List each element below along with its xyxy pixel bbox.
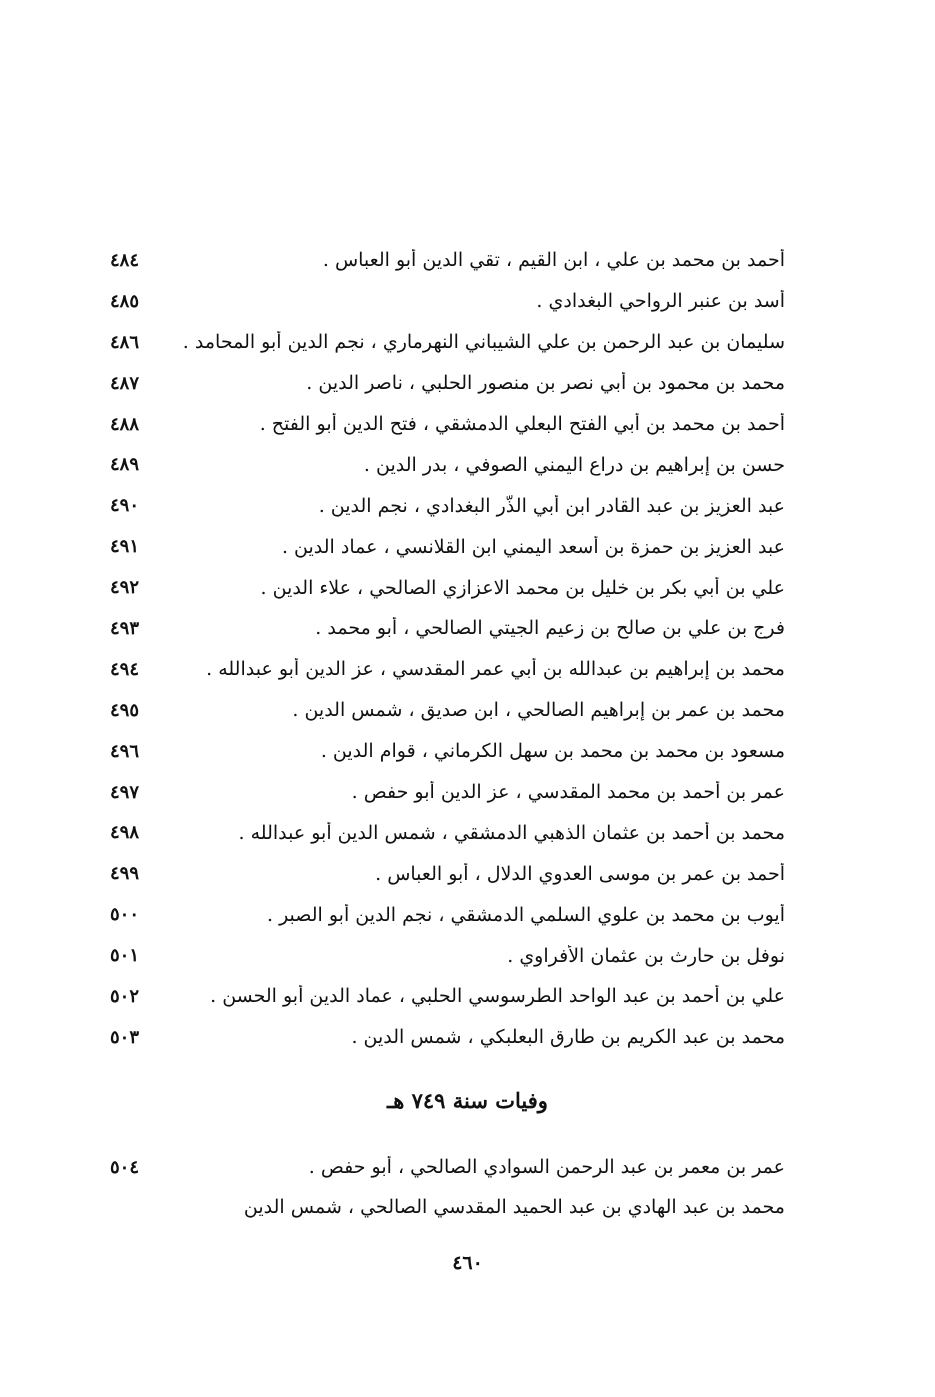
index-entry xyxy=(110,649,785,690)
index-entry xyxy=(110,690,785,731)
entry-page-number: ٤٩٤ xyxy=(110,658,140,680)
index-entry xyxy=(110,1017,785,1058)
index-entry xyxy=(110,772,785,813)
entry-name: محمد بن عبد الهادي بن عبد الحميد المقدسي الصالحي ، شمس الدين xyxy=(243,1196,785,1218)
entry-name: محمد بن إبراهيم بن عبدالله بن أبي عمر المقدسي ، عز الدين أبو عبدالله . xyxy=(206,658,785,681)
index-list xyxy=(110,240,785,1058)
entry-page-number: ٥٠٠ xyxy=(110,904,140,926)
entry-name: عبد العزيز بن عبد القادر ابن أبي الذّر البغدادي ، نجم الدين . xyxy=(318,494,785,517)
index-entry xyxy=(110,853,785,894)
entry-page-number: ٤٨٩ xyxy=(110,454,140,476)
entry-name: فرج بن علي بن صالح بن زعيم الجيتي الصالحي ، أبو محمد . xyxy=(315,617,785,640)
index-entry xyxy=(110,526,785,567)
page-number: ٤٦٠ xyxy=(452,1252,483,1274)
index-entry xyxy=(110,608,785,649)
entry-page-number: ٤٩٥ xyxy=(110,699,140,721)
entry-page-number: ٤٨٤ xyxy=(110,249,140,271)
index-entry xyxy=(110,322,785,363)
entry-name: محمد بن محمود بن أبي نصر بن منصور الحلبي ، ناصر الدين . xyxy=(306,372,785,395)
entry-page-number: ٤٨٦ xyxy=(110,331,140,353)
index-entry xyxy=(110,1147,785,1187)
index-entry xyxy=(110,812,785,853)
index-entry xyxy=(110,1187,785,1227)
index-entry xyxy=(110,240,785,281)
entry-name: أحمد بن محمد بن أبي الفتح البعلي الدمشقي ، فتح الدين أبو الفتح . xyxy=(259,413,785,435)
index-entry xyxy=(110,567,785,608)
entry-name: أحمد بن محمد بن علي ، ابن القيم ، تقي الدين أبو العباس . xyxy=(322,249,785,272)
index-entry xyxy=(110,976,785,1017)
index-entry xyxy=(110,281,785,322)
index-entry xyxy=(110,935,785,976)
index-entry xyxy=(110,485,785,526)
index-entry xyxy=(110,444,785,485)
index-entry xyxy=(110,894,785,935)
entry-name: محمد بن أحمد بن عثمان الذهبي الدمشقي ، شمس الدين أبو عبدالله . xyxy=(238,821,785,844)
entry-page-number: ٤٩٧ xyxy=(110,781,140,803)
index-entry xyxy=(110,363,785,404)
entry-page-number: ٤٨٧ xyxy=(110,372,140,394)
entry-name: أحمد بن عمر بن موسى العدوي الدلال ، أبو العباس . xyxy=(375,862,785,885)
entry-name: محمد بن عبد الكريم بن طارق البعلبكي ، شمس الدين . xyxy=(351,1026,785,1049)
index-entry xyxy=(110,731,785,772)
entry-name: حسن بن إبراهيم بن دراع اليمني الصوفي ، بدر الدين . xyxy=(363,453,785,476)
entry-page-number: ٤٩٨ xyxy=(110,822,140,844)
entry-page-number: ٤٨٨ xyxy=(110,413,140,435)
entry-name: سليمان بن عبد الرحمن بن علي الشيباني النهرماري ، نجم الدين أبو المحامد . xyxy=(182,331,785,354)
entry-page-number: ٥٠٣ xyxy=(110,1026,140,1048)
entry-name: محمد بن عمر بن إبراهيم الصالحي ، ابن صديق ، شمس الدين . xyxy=(292,699,785,722)
entry-name: عمر بن أحمد بن محمد المقدسي ، عز الدين أبو حفص . xyxy=(351,781,785,804)
entry-page-number: ٥٠٢ xyxy=(110,985,140,1007)
entry-name: مسعود بن محمد بن محمد بن سهل الكرماني ، قوام الدين . xyxy=(320,740,785,763)
entry-name: علي بن أبي بكر بن خليل بن محمد الاعزازي الصالحي ، علاء الدين . xyxy=(260,576,785,599)
entry-page-number: ٤٩٢ xyxy=(110,577,140,599)
entry-page-number: ٤٩١ xyxy=(110,536,140,558)
entry-name: أيوب بن محمد بن علوي السلمي الدمشقي ، نجم الدين أبو الصبر . xyxy=(266,903,785,926)
entry-name: علي بن أحمد بن عبد الواحد الطرسوسي الحلبي ، عماد الدين أبو الحسن . xyxy=(210,985,785,1008)
entry-page-number: ٤٩٦ xyxy=(110,740,140,762)
section-index-list xyxy=(110,1147,785,1227)
entry-page-number: ٤٩٩ xyxy=(110,863,140,885)
entry-name: عبد العزيز بن حمزة بن أسعد اليمني ابن القلانسي ، عماد الدين . xyxy=(281,535,785,558)
entry-page-number: ٥٠٤ xyxy=(110,1156,140,1178)
entry-page-number: ٤٨٥ xyxy=(110,290,140,312)
entry-name: عمر بن معمر بن عبد الرحمن السوادي الصالحي ، أبو حفص . xyxy=(308,1156,785,1178)
entry-name: أسد بن عنبر الرواحي البغدادي . xyxy=(536,290,785,313)
entry-page-number: ٥٠١ xyxy=(110,945,140,967)
index-entry xyxy=(110,404,785,445)
entry-page-number: ٤٩٠ xyxy=(110,495,140,517)
entry-page-number: ٤٩٣ xyxy=(110,617,140,639)
entry-name: نوفل بن حارث بن عثمان الأفراوي . xyxy=(507,944,785,967)
section-heading: وفيات سنة ٧٤٩ هـ xyxy=(387,1088,548,1113)
